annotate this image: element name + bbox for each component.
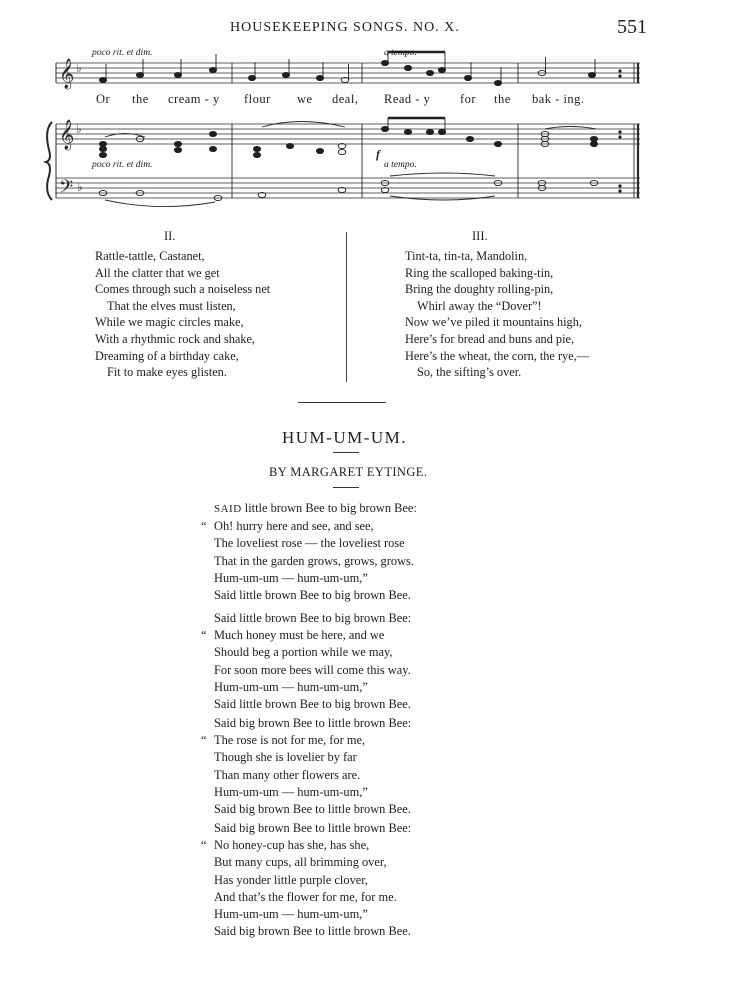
verse-line: Than many other flowers are.	[214, 767, 361, 782]
verse-line: Hum-um-um — hum-um-um,”	[214, 570, 368, 585]
stanza-3	[405, 248, 589, 381]
verse-line: Here’s for bread and buns and pie,	[405, 331, 575, 346]
lyric-syllable: deal,	[332, 92, 359, 106]
verse-line: And that’s the flower for me, for me.	[214, 889, 397, 904]
verse-line: Now we’ve piled it mountains high,	[405, 315, 582, 330]
verse-line-text: The rose is not for me, for me,	[214, 733, 366, 748]
svg-text:𝄢: 𝄢	[59, 177, 74, 202]
verse-line: Said little brown Bee to big brown Bee.	[214, 588, 411, 603]
verse-line: Said big brown Bee to little brown Bee.	[214, 924, 411, 939]
verse-line-text: Much honey must be here, and we	[214, 628, 385, 643]
verse-line: Said little brown Bee to big brown Bee.	[214, 697, 411, 712]
verse-line-text: Oh! hurry here and see, and see,	[214, 519, 374, 534]
verse-line: That the elves must listen,	[107, 298, 236, 313]
lyric-syllable: flour	[244, 92, 271, 106]
lyric-syllable: Read - y	[384, 92, 431, 106]
lyric-syllable: bak - ing.	[532, 92, 585, 106]
poem-verse-2	[201, 610, 412, 713]
verse-line: Hum-um-um — hum-um-um,”	[214, 907, 368, 922]
verse-line: Whirl away the “Dover”!	[417, 298, 542, 313]
repeat-dots	[618, 69, 621, 192]
poem-title: HUM-UM-UM.	[282, 428, 408, 447]
quote-mark: “	[201, 733, 207, 748]
lyric-syllable: for	[460, 92, 477, 106]
verse-line: Hum-um-um — hum-um-um,”	[214, 679, 368, 694]
sheet-music	[0, 0, 737, 215]
verse-line: Fit to make eyes glisten.	[107, 365, 227, 380]
voice-staff	[56, 63, 640, 83]
verse-line: Tint-ta, tin-ta, Mandolin,	[405, 249, 528, 263]
verse-line-text: No honey-cup has she, has she,	[214, 838, 370, 853]
brace	[46, 122, 52, 200]
section-rule	[298, 402, 386, 403]
marking-poco-rit-voice: poco rit. et dim.	[92, 48, 153, 58]
marking-poco-rit-piano: poco rit. et dim.	[92, 160, 153, 170]
stanza-number-2: II.	[164, 229, 176, 243]
svg-text:♭: ♭	[76, 122, 82, 136]
running-title: HOUSEKEEPING SONGS. NO. X.	[230, 20, 460, 35]
byline-rule	[333, 487, 359, 488]
quote-mark: “	[201, 519, 207, 534]
clefs	[59, 58, 83, 202]
poem-verse-4	[201, 820, 412, 940]
svg-text:♭: ♭	[77, 180, 83, 194]
bass-notes	[99, 180, 598, 200]
verse-line: The loveliest rose — the loveliest rose	[214, 536, 405, 551]
poem-verse-1	[201, 500, 417, 604]
verse-line	[201, 627, 411, 644]
lyric-syllable: we	[297, 92, 313, 106]
verse-line	[201, 837, 411, 854]
verse-line: Has yonder little purple clover,	[214, 872, 368, 887]
verse-line: So, the sifting’s over.	[417, 365, 522, 380]
verse-line: All the clatter that we get	[95, 265, 220, 280]
svg-text:𝄞: 𝄞	[59, 120, 75, 150]
verse-line: Said big brown Bee to little brown Bee.	[214, 802, 411, 817]
verse-line: Bring the doughty rolling-pin,	[405, 282, 554, 297]
svg-text:♭: ♭	[76, 61, 82, 75]
poem-byline	[269, 465, 427, 480]
verse-line-rest: little brown Bee to big brown Bee:	[241, 501, 417, 515]
verse-line: Hum-um-um — hum-um-um,”	[214, 784, 368, 799]
lyric-syllable: the	[132, 92, 149, 106]
verse-line	[214, 500, 417, 518]
bass-staff	[56, 178, 640, 198]
voice-notes	[99, 52, 595, 86]
lyric-syllable: the	[494, 92, 511, 106]
verse-line: Though she is lovelier by far	[214, 750, 357, 765]
verse-line: Should beg a portion while we may,	[214, 645, 393, 660]
marking-a-tempo-piano: a tempo.	[384, 160, 417, 170]
verse-line	[201, 732, 411, 749]
treble-staff	[56, 124, 640, 144]
poem-verse-3	[201, 715, 412, 818]
verse-line: Here’s the wheat, the corn, the rye,—	[405, 348, 590, 363]
verse-line: Ring the scalloped baking-tin,	[405, 265, 554, 280]
verse-line: Said little brown Bee to big brown Bee:	[214, 611, 412, 625]
verse-line: That in the garden grows, grows, grows.	[214, 553, 414, 568]
verse-line: While we magic circles make,	[95, 315, 244, 330]
svg-text:𝄞: 𝄞	[59, 59, 75, 89]
verse-line	[201, 518, 417, 535]
marking-forte: f	[376, 147, 380, 161]
quote-mark: “	[201, 838, 207, 853]
verse-line: For soon more bees will come this way.	[214, 662, 411, 677]
page-number: 551	[617, 16, 647, 38]
lyric-syllable: cream - y	[168, 92, 220, 106]
verse-line: Dreaming of a birthday cake,	[95, 348, 239, 363]
column-divider	[346, 232, 347, 382]
byline-text: BY MARGARET EYTINGE.	[269, 465, 428, 479]
stanza-number-3: III.	[472, 229, 488, 243]
verse-line: Comes through such a noiseless net	[95, 282, 271, 297]
verse-line: Said big brown Bee to little brown Bee:	[214, 716, 412, 730]
verse-line: With a rhythmic rock and shake,	[95, 331, 255, 346]
stanza-2	[95, 248, 270, 381]
verse-line: But many cups, all brimming over,	[214, 855, 387, 870]
drop-word: SAID	[214, 503, 242, 515]
lyric-syllable: Or	[96, 92, 111, 106]
marking-a-tempo-voice: a tempo.	[384, 48, 417, 58]
verse-line: Said big brown Bee to little brown Bee:	[214, 821, 412, 835]
title-rule	[333, 452, 359, 453]
verse-line: Rattle-tattle, Castanet,	[95, 249, 205, 263]
quote-mark: “	[201, 628, 207, 643]
